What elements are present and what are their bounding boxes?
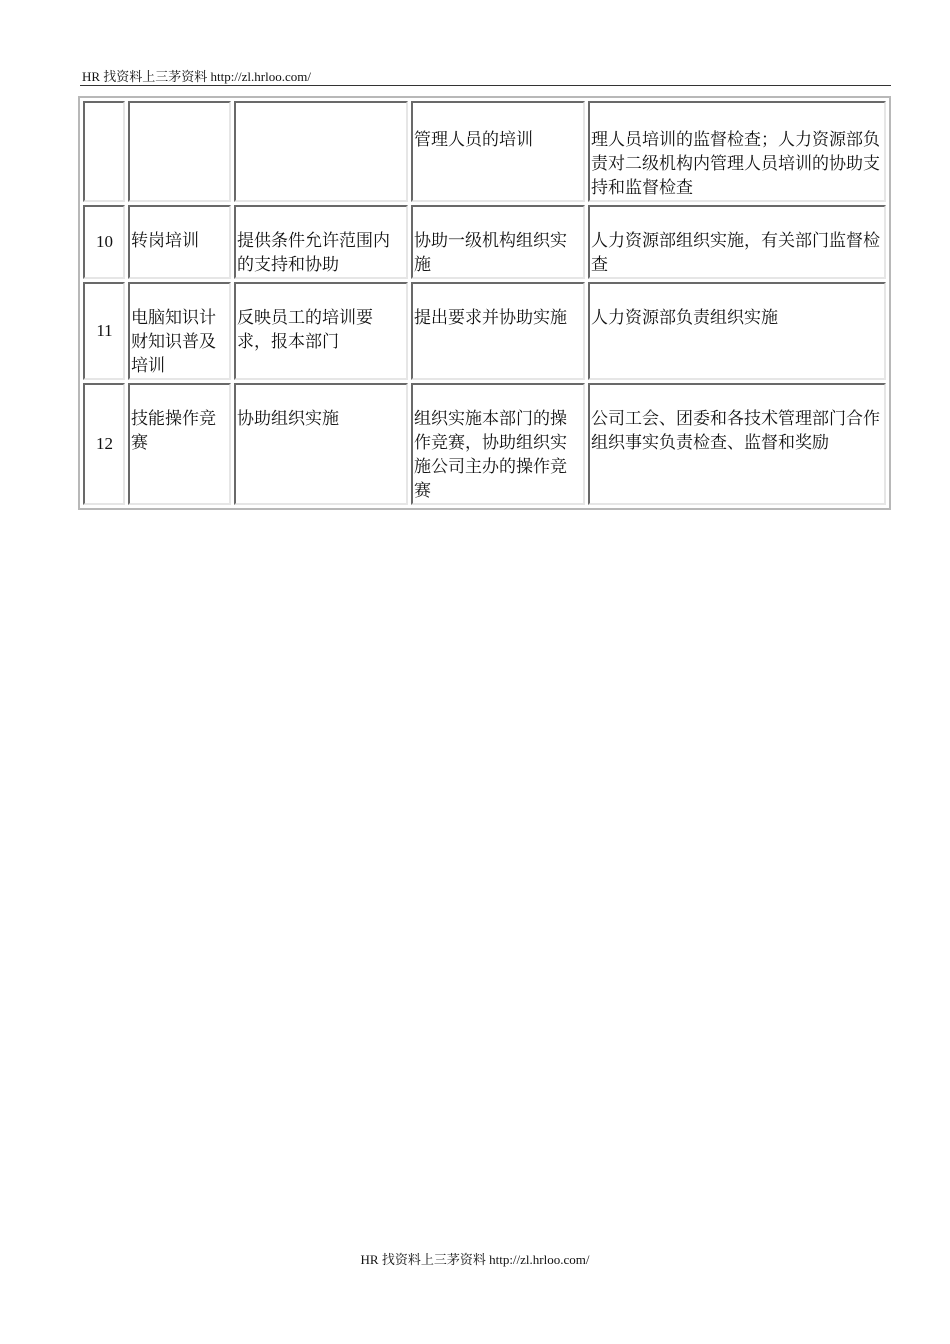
row-number-cell: 12 bbox=[83, 383, 125, 505]
first-level-cell: 组织实施本部门的操作竞赛，协助组织实施公司主办的操作竞赛 bbox=[411, 383, 585, 505]
training-item-cell: 电脑知识计财知识普及培训 bbox=[128, 282, 231, 380]
row-number-cell: 10 bbox=[83, 205, 125, 279]
table-row bbox=[83, 101, 886, 202]
page-footer: HR 找资料上三茅资料 http://zl.hrloo.com/ bbox=[360, 1252, 590, 1267]
hr-dept-cell: 人力资源部负责组织实施 bbox=[588, 282, 886, 380]
row-number-cell: 11 bbox=[83, 282, 125, 380]
training-item-cell: 转岗培训 bbox=[128, 205, 231, 279]
table-row bbox=[83, 282, 886, 380]
first-level-cell: 协助一级机构组织实施 bbox=[411, 205, 585, 279]
employee-dept-cell: 反映员工的培训要求，报本部门 bbox=[234, 282, 408, 380]
first-level-cell: 管理人员的培训 bbox=[411, 101, 585, 202]
training-item-cell: 技能操作竞赛 bbox=[128, 383, 231, 505]
employee-dept-cell: 协助组织实施 bbox=[234, 383, 408, 505]
table-row bbox=[83, 383, 886, 505]
hr-dept-cell: 理人员培训的监督检查；人力资源部负责对二级机构内管理人员培训的协助支持和监督检查 bbox=[588, 101, 886, 202]
header-divider bbox=[80, 85, 891, 86]
first-level-cell: 提出要求并协助实施 bbox=[411, 282, 585, 380]
row-number-cell bbox=[83, 101, 125, 202]
employee-dept-cell bbox=[234, 101, 408, 202]
page-header: HR 找资料上三茅资料 http://zl.hrloo.com/ bbox=[82, 69, 311, 84]
employee-dept-cell: 提供条件允许范围内的支持和协助 bbox=[234, 205, 408, 279]
training-item-cell bbox=[128, 101, 231, 202]
hr-dept-cell: 公司工会、团委和各技术管理部门合作组织事实负责检查、监督和奖励 bbox=[588, 383, 886, 505]
hr-dept-cell: 人力资源部组织实施，有关部门监督检查 bbox=[588, 205, 886, 279]
table-row bbox=[83, 205, 886, 279]
training-responsibility-table bbox=[78, 96, 891, 510]
